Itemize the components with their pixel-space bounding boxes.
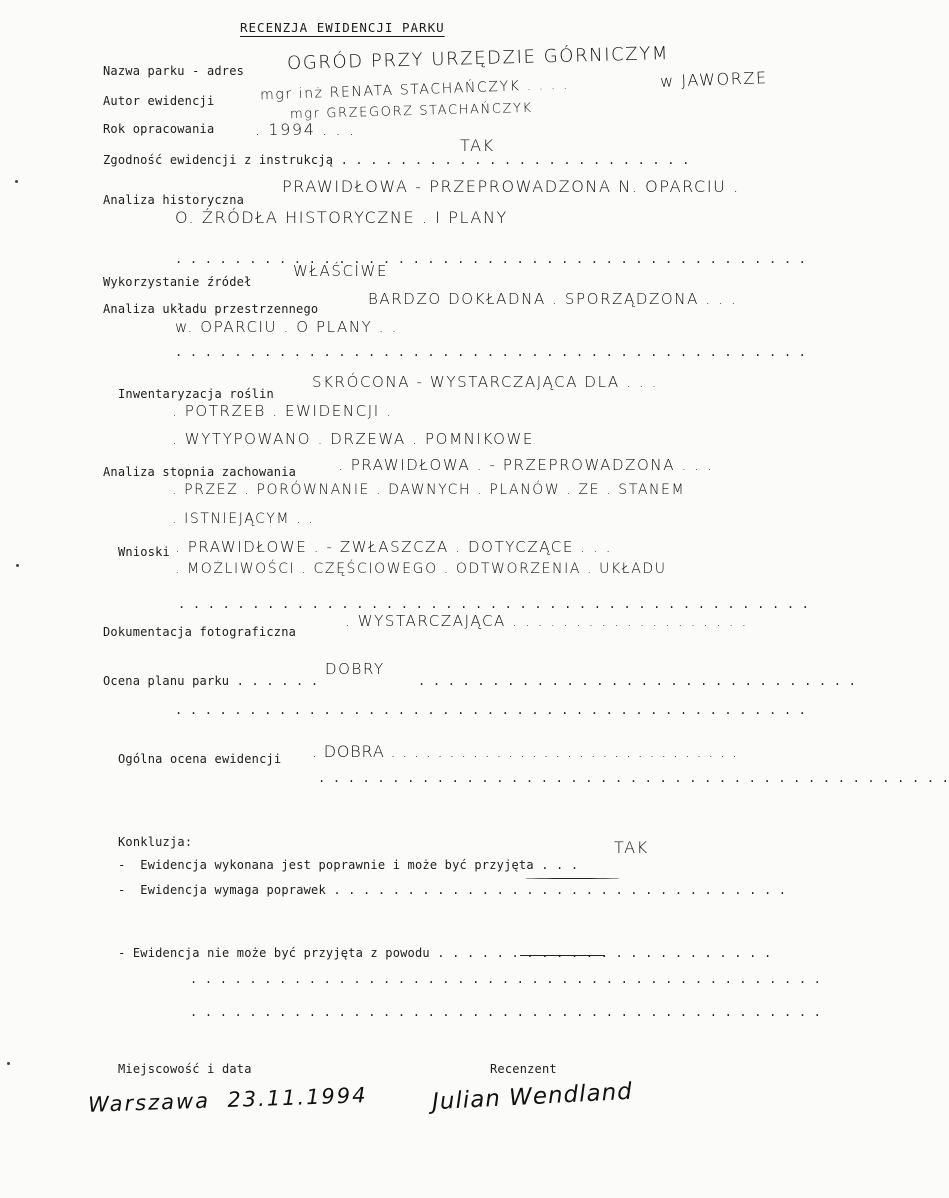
conclusion-accept-value: TAK <box>614 838 649 857</box>
plant-inventory-line-2: . POTRZEB . EWIDENCJI . <box>172 402 393 420</box>
spatial-layout-label: Analiza układu przestrzennego <box>103 302 319 316</box>
park-name-value: OGRÓD PRZY URZĘDZIE GÓRNICZYM <box>286 43 670 74</box>
preservation-line-1: . PRAWIDŁOWA . - PRZEPROWADZONA . . . <box>338 456 714 474</box>
park-plan-value: DOBRY <box>325 660 385 678</box>
compliance-label: Zgodność ewidencji z instrukcją . . . . . . . . . . . . . . . . . . . . . . . . <box>103 153 690 167</box>
preservation-label: Analiza stopnia zachowania <box>103 465 297 479</box>
form-title: RECENZJA EWIDENCJI PARKU <box>240 20 445 35</box>
conclusion-accept: - Ewidencja wykonana jest poprawnie i może być przyjęta . . . <box>118 858 579 872</box>
year-value: . 1994 . . . <box>255 120 356 139</box>
park-location-value: w JAWORZE <box>659 68 768 91</box>
conclusion-reject-dots-1: . . . . . . . . . . . . . . . . . . . . . . . . . . . . . . . . . . . . . . . . . . . <box>190 972 822 986</box>
park-name-label: Nazwa parku - adres <box>103 64 245 78</box>
author-value-2: mgr GRZEGORZ STACHAŃCZYK <box>289 100 533 123</box>
overall-rating-label: Ogólna ocena ewidencji <box>118 752 282 766</box>
reject-strike <box>520 955 605 956</box>
preservation-line-2: . PRZEZ . PORÓWNANIE . DAWNYCH . PLANÓW . ZE . STANEM <box>172 482 686 498</box>
spatial-layout-line-2: w. OPARCIU . O PLANY . . <box>175 318 398 336</box>
accept-underline <box>525 878 620 879</box>
sources-label: Wykorzystanie źródeł <box>103 275 252 289</box>
plant-inventory-label: Inwentaryzacja roślin <box>118 387 274 401</box>
sources-value: WŁAŚCIWE <box>293 262 389 280</box>
park-plan-label: Ocena planu parku . . . . . . <box>103 674 319 688</box>
margin-speck <box>16 564 19 567</box>
compliance-value: TAK <box>460 136 495 155</box>
historical-analysis-dots: . . . . . . . . . . . . . . . . . . . . . . . . . . . . . . . . . . . . . . . . . . . <box>175 252 807 266</box>
reviewer-signature: Julian Wendland <box>431 1078 634 1116</box>
conclusion-corrections: - Ewidencja wymaga poprawek . . . . . . . . . . . . . . . . . . . . . . . . . . . . . . . <box>118 883 787 897</box>
margin-speck <box>7 1062 10 1065</box>
historical-analysis-line-1: PRAWIDŁOWA - PRZEPROWADZONA N. OPARCIU . <box>282 177 740 196</box>
author-label: Autor ewidencji <box>103 94 215 108</box>
conclusion-reject-dots-2: . . . . . . . . . . . . . . . . . . . . . . . . . . . . . . . . . . . . . . . . . . . <box>190 1005 822 1019</box>
park-plan-dots-2: . . . . . . . . . . . . . . . . . . . . . . . . . . . . . . . . . . . . . . . . . . . <box>175 703 807 717</box>
conclusions-line-1: . PRAWIDŁOWE . - ZWŁASZCZA . DOTYCZĄCE . . . <box>175 538 613 556</box>
year-label: Rok opracowania <box>103 122 215 136</box>
plant-inventory-line-3: . WYTYPOWANO . DRZEWA . POMNIKOWE <box>172 430 534 448</box>
spatial-layout-dots: . . . . . . . . . . . . . . . . . . . . . . . . . . . . . . . . . . . . . . . . . . . <box>175 345 807 359</box>
margin-speck <box>15 180 18 183</box>
overall-rating-value: . DOBRA . . . . . . . . . . . . . . . . . . . . . . . . . . . . . . <box>312 742 738 761</box>
overall-rating-dots: . . . . . . . . . . . . . . . . . . . . . . . . . . . . . . . . . . . . . . . . . . . <box>318 771 949 785</box>
conclusion-reject: - Ewidencja nie może być przyjęta z powodu . . . . . . . . . . . . . . . . . . . . . . . <box>118 946 772 960</box>
conclusions-label: Wnioski <box>118 545 170 559</box>
photo-documentation-label: Dokumentacja fotograficzna <box>103 625 297 639</box>
spatial-layout-line-1: BARDZO DOKŁADNA . SPORZĄDZONA . . . <box>368 290 738 308</box>
photo-documentation-value: . WYSTARCZAJĄCA . . . . . . . . . . . . . . . . . . . <box>345 612 748 630</box>
conclusions-dots: . . . . . . . . . . . . . . . . . . . . . . . . . . . . . . . . . . . . . . . . . . . <box>178 597 810 611</box>
reviewer-label: Recenzent <box>490 1062 557 1076</box>
author-value-1: mgr inż RENATA STACHAŃCZYK . . . . <box>259 76 570 104</box>
park-plan-dots-1: . . . . . . . . . . . . . . . . . . . . . . . . . . . . . . <box>418 674 857 688</box>
historical-analysis-label: Analiza historyczna <box>103 193 245 207</box>
plant-inventory-line-1: SKRÓCONA - WYSTARCZAJĄCA DLA . . . <box>312 373 658 391</box>
historical-analysis-line-2: O. ŹRÓDŁA HISTORYCZNE . I PLANY <box>175 208 508 227</box>
preservation-line-3: . ISTNIEJĄCYM . . <box>172 511 315 527</box>
conclusion-heading: Konkluzja: <box>118 835 193 849</box>
conclusions-line-2: . MOŻLIWOŚCI . CZĘŚCIOWEGO . ODTWORZENIA . UKŁADU <box>175 561 667 577</box>
place-date-value: Warszawa 23.11.1994 <box>87 1083 368 1117</box>
place-date-label: Miejscowość i data <box>118 1062 252 1076</box>
